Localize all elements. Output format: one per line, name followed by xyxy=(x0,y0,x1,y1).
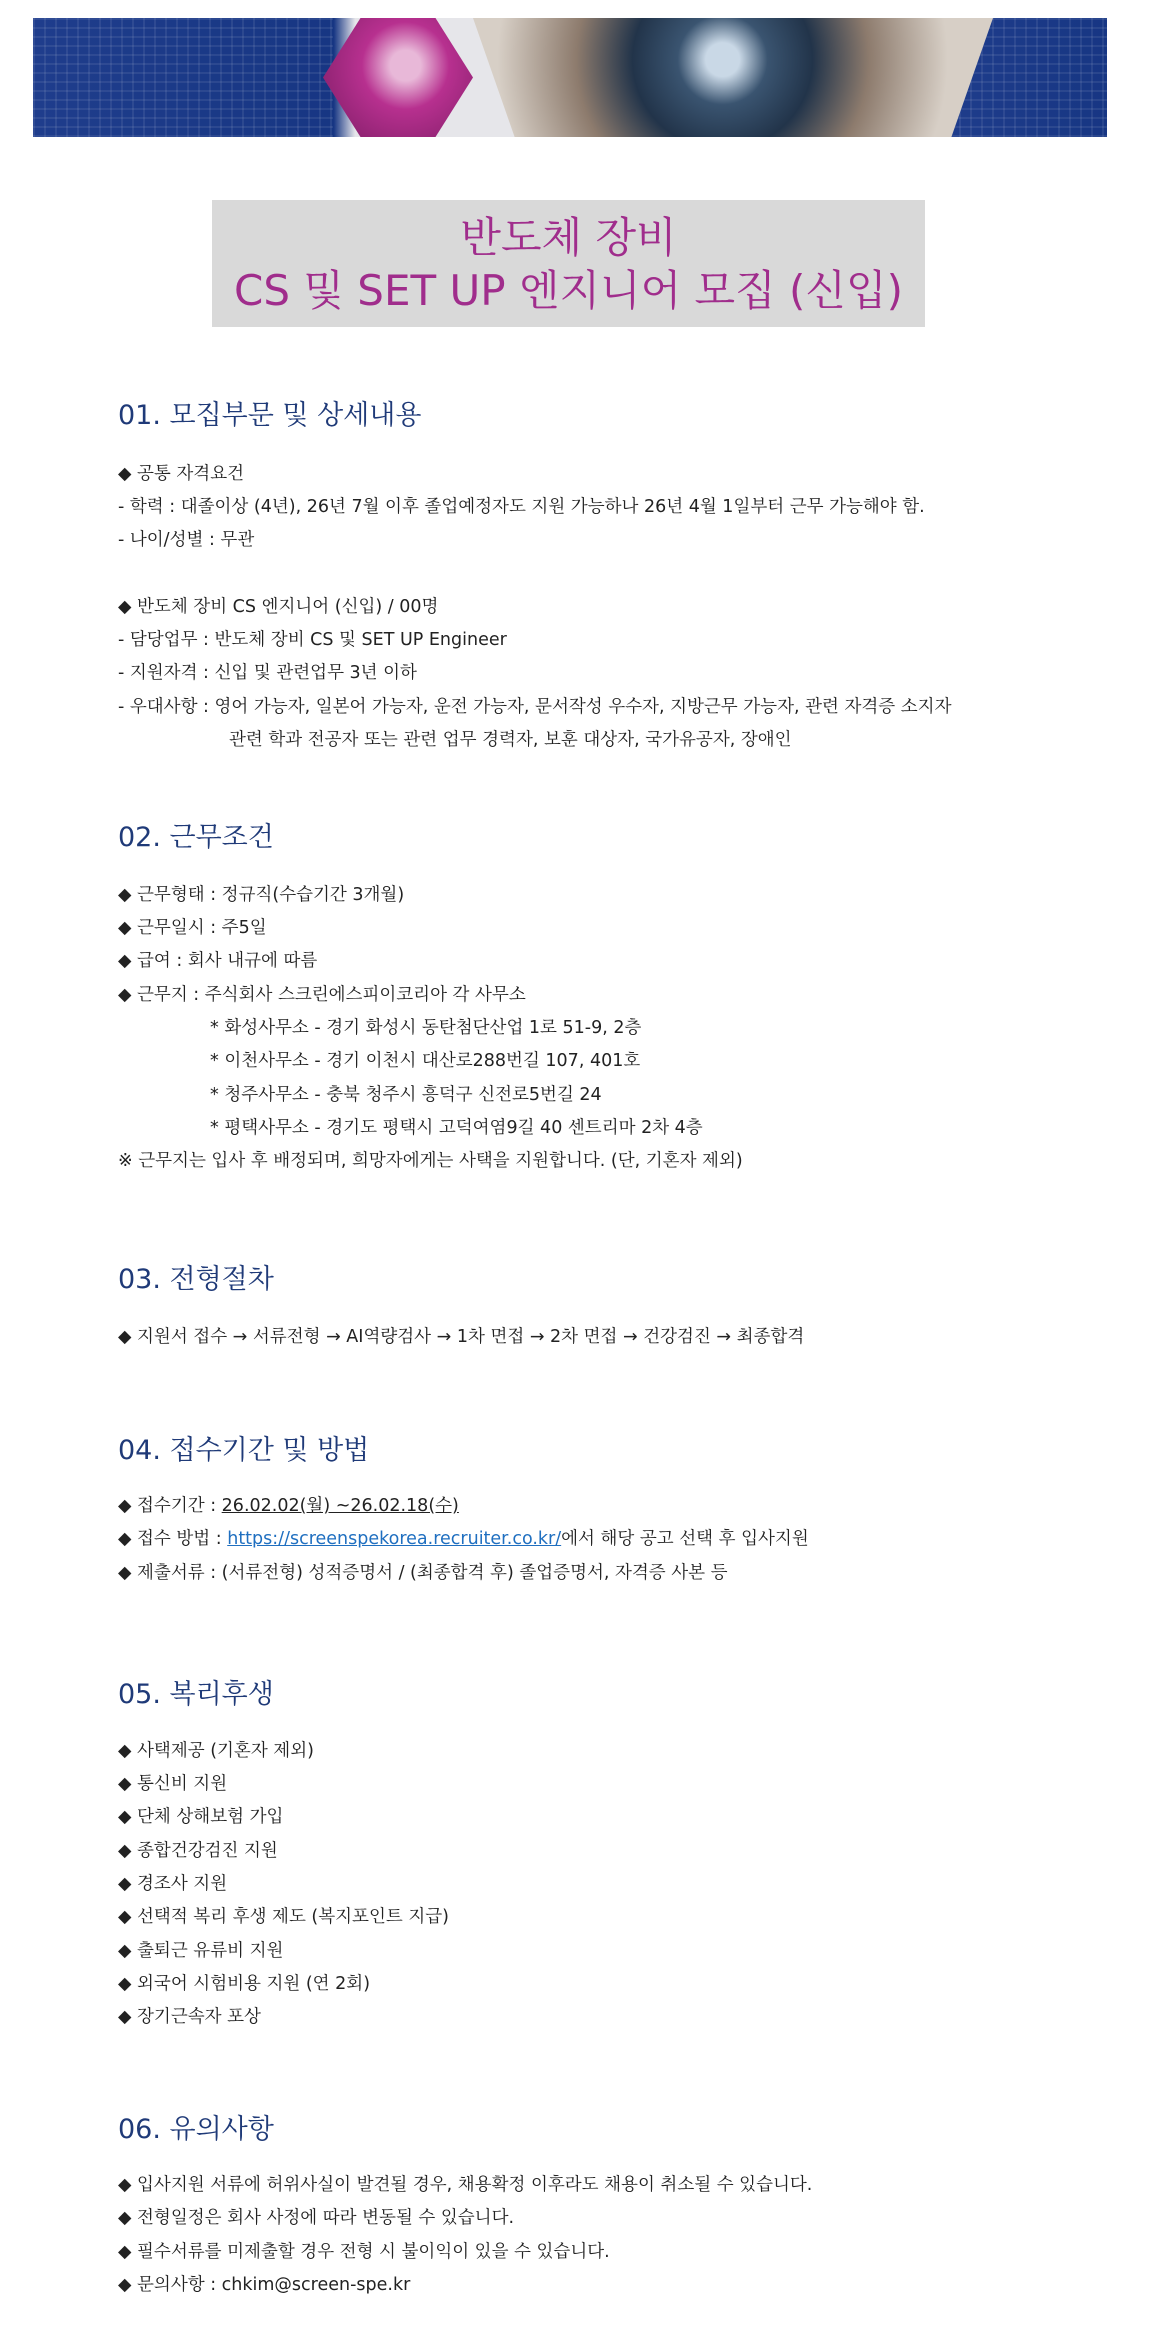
requirement-education: - 학력 : 대졸이상 (4년), 26년 7월 이후 졸업예정자도 지원 가능하나 26년 4월 1일부터 근무 가능해야 함. xyxy=(118,497,925,517)
benefit-item: ◆ 통신비 지원 xyxy=(118,1774,228,1794)
common-requirements-title: ◆ 공통 자격요건 xyxy=(118,464,245,484)
benefit-item: ◆ 외국어 시험비용 지원 (연 2회) xyxy=(118,1974,371,1994)
benefit-item: ◆ 선택적 복리 후생 제도 (복지포인트 지급) xyxy=(118,1907,449,1927)
job-qualification: - 지원자격 : 신입 및 관련업무 3년 이하 xyxy=(118,663,417,683)
job-duty: - 담당업무 : 반도체 장비 CS 및 SET UP Engineer xyxy=(118,630,507,650)
section-heading-benefits: 05. 복리후생 xyxy=(118,1679,274,1710)
office-cheongju: * 청주사무소 - 충북 청주시 흥덕구 신전로5번길 24 xyxy=(210,1085,602,1105)
application-period-label: ◆ 접수기간 : xyxy=(118,1496,222,1516)
job-title-box xyxy=(212,200,925,327)
note-item: ◆ 전형일정은 회사 사정에 따라 변동될 수 있습니다. xyxy=(118,2208,515,2228)
benefit-item: ◆ 단체 상해보험 가입 xyxy=(118,1807,284,1827)
office-pyeongtaek: * 평택사무소 - 경기도 평택시 고덕여염9길 40 센트리마 2차 4층 xyxy=(210,1118,703,1138)
required-documents: ◆ 제출서류 : (서류전형) 성적증명서 / (최종합격 후) 졸업증명서, 자격증 사본 등 xyxy=(118,1563,728,1583)
job-title-line1: 반도체 장비 xyxy=(460,213,677,262)
banner-circuit-pattern-left xyxy=(33,18,333,137)
benefit-item: ◆ 출퇴근 유류비 지원 xyxy=(118,1941,284,1961)
benefit-item: ◆ 사택제공 (기혼자 제외) xyxy=(118,1741,314,1761)
application-method xyxy=(118,1528,809,1550)
recruiter-site-link[interactable]: https://screenspekorea.recruiter.co.kr/ xyxy=(227,1529,562,1549)
section-heading-application: 04. 접수기간 및 방법 xyxy=(118,1435,370,1466)
benefit-item: ◆ 종합건강검진 지원 xyxy=(118,1841,278,1861)
condition-location: ◆ 근무지 : 주식회사 스크린에스피이코리아 각 사무소 xyxy=(118,985,526,1005)
office-icheon: * 이천사무소 - 경기 이천시 대산로288번길 107, 401호 xyxy=(210,1051,641,1071)
header-banner-image xyxy=(33,18,1107,137)
condition-employment-type: ◆ 근무형태 : 정규직(수습기간 3개월) xyxy=(118,885,405,905)
condition-work-days: ◆ 근무일시 : 주5일 xyxy=(118,918,267,938)
office-hwaseong: * 화성사무소 - 경기 화성시 동탄첨단산업 1로 51-9, 2층 xyxy=(210,1018,642,1038)
application-method-label: ◆ 접수 방법 : xyxy=(118,1529,228,1549)
banner-wafer-photo xyxy=(473,18,993,137)
requirement-age-gender: - 나이/성별 : 무관 xyxy=(118,530,255,550)
selection-process: ◆ 지원서 접수 → 서류전형 → AI역량검사 → 1차 면접 → 2차 면접 → 건강검진 → 최종합격 xyxy=(118,1327,805,1347)
application-period-value: 26.02.02(월) ~26.02.18(수) xyxy=(221,1496,459,1516)
application-method-rest: 에서 해당 공고 선택 후 입사지원 xyxy=(561,1529,809,1549)
job-preference: - 우대사항 : 영어 가능자, 일본어 가능자, 운전 가능자, 문서작성 우수자, 지방근무 가능자, 관련 자격증 소지자 xyxy=(118,697,952,717)
section-heading-process: 03. 전형절차 xyxy=(118,1264,274,1295)
benefit-item: ◆ 장기근속자 포상 xyxy=(118,2007,261,2027)
condition-salary: ◆ 급여 : 회사 내규에 따름 xyxy=(118,951,318,971)
location-note: ※ 근무지는 입사 후 배정되며, 희망자에게는 사택을 지원합니다. (단, 기혼자 제외) xyxy=(118,1151,743,1171)
job-position-title: ◆ 반도체 장비 CS 엔지니어 (신입) / 00명 xyxy=(118,597,439,617)
section-heading-notes: 06. 유의사항 xyxy=(118,2114,274,2145)
job-title-line2: CS 및 SET UP 엔지니어 모집 (신입) xyxy=(234,266,903,315)
application-period xyxy=(118,1495,459,1517)
note-item: ◆ 입사지원 서류에 허위사실이 발견될 경우, 채용확정 이후라도 채용이 취소될 수 있습니다. xyxy=(118,2175,813,2195)
benefit-item: ◆ 경조사 지원 xyxy=(118,1874,228,1894)
section-heading-conditions: 02. 근무조건 xyxy=(118,822,274,853)
contact-email[interactable]: ◆ 문의사항 : chkim@screen-spe.kr xyxy=(118,2275,411,2295)
banner-people-hexagon xyxy=(323,18,473,137)
note-item: ◆ 필수서류를 미제출할 경우 전형 시 불이익이 있을 수 있습니다. xyxy=(118,2242,610,2262)
section-heading-recruitment: 01. 모집부문 및 상세내용 xyxy=(118,400,422,431)
job-preference-continued: 관련 학과 전공자 또는 관련 업무 경력자, 보훈 대상자, 국가유공자, 장애인 xyxy=(229,730,792,750)
